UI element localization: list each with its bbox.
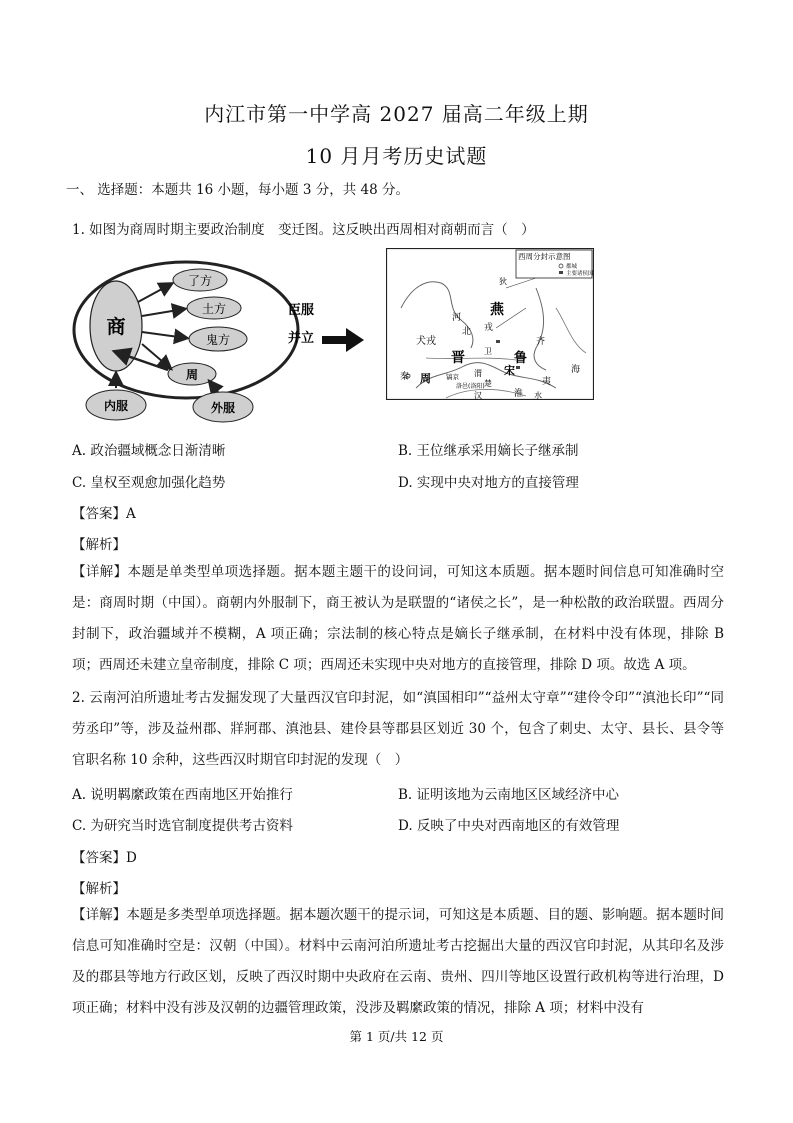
map-label-he: 河 xyxy=(452,313,462,323)
map-label-haojing: 镐京 xyxy=(446,373,459,381)
q1-option-c: C. 皇权至观愈加强化趋势 xyxy=(72,475,226,491)
state-legend-icon xyxy=(559,271,563,274)
state-marker-icon xyxy=(496,340,500,343)
q1-option-b: B. 王位继承采用嫡长子继承制 xyxy=(398,443,579,459)
outer-node-2-label: 土方 xyxy=(201,302,227,316)
map-label-jin: 晋 xyxy=(451,350,465,366)
page-footer: 第 1 页/共 12 页 xyxy=(349,1029,444,1044)
map-title: 西周分封示意图 xyxy=(518,252,571,261)
q1-detail: 【详解】本题是单类型单项选择题。据本题主题干的设问词，可知这本质题。据本题时间信息可知准确时空是：商周时期（中国）。商朝内外服制下，商王被认为是联盟的“诸侯之长”，是一种松散的政治联盟。西周分封制下，政治疆域并不模糊，A 项正确；宗法制的核心特点是嫡长子继承制，在材料中没有体现，排除 B 项；西周还未建立皇帝制度，排除 C 项；西周还未实现中央对地方的直接管理，排除 D 项。故选 A 项。 xyxy=(72,564,724,673)
map-label-yi: 夷 xyxy=(542,377,552,387)
map-label-wei: 卫 xyxy=(484,347,492,356)
outer-service-label: 外服 xyxy=(210,401,236,415)
map-label-qi: 齐 xyxy=(536,337,546,347)
legend-state: 主要诸侯国 xyxy=(566,271,594,277)
change-arrow-icon xyxy=(322,328,364,352)
map-label-wei-river: 渭 xyxy=(474,369,482,378)
exam-title-line2: 10 月月考历史试题 xyxy=(305,144,488,168)
map-label-shui: 水 xyxy=(534,391,542,400)
map-label-bei: 北 xyxy=(462,327,472,337)
q2-option-d: D. 反映了中央对西南地区的有效管理 xyxy=(398,818,620,834)
q1-stem: 1. 如图为商周时期主要政治制度 变迁图。这反映出西周相对商朝而言（ ） xyxy=(72,222,535,238)
map-label-rong: 戎 xyxy=(484,323,494,333)
map-label-lu: 鲁 xyxy=(514,351,528,366)
q2-option-b: B. 证明该地为云南地区区域经济中心 xyxy=(398,787,620,803)
shang-zhou-diagram xyxy=(68,258,368,428)
map-label-song: 宋 xyxy=(504,364,515,377)
map-label-zhou: 周 xyxy=(420,372,431,385)
map-label-han: 汉 xyxy=(474,391,482,400)
map-label-hai: 海 xyxy=(571,365,581,375)
q1-analysis-label: 【解析】 xyxy=(72,537,126,553)
outer-node-1-label: 了方 xyxy=(187,274,213,288)
q2-answer: 【答案】D xyxy=(72,850,137,866)
q1-option-a: A. 政治疆域概念日渐清晰 xyxy=(72,443,226,459)
q2-detail: 【详解】本题是多类型单项选择题。据本题次题干的提示词，可知这是本质题、目的题、影响题。据本题时间信息可知准确时空是：汉朝（中国）。材料中云南河泊所遗址考古挖掘出大量的西汉官印封泥，从其印名及涉及的郡县等地方行政区划，反映了西汉时期中央政府在云南、贵州、四川等地区设置行政机构等进行治理，D 项正确；材料中没有涉及汉朝的边疆管理政策，没涉及羁縻政策的情况，排除 A 项；材料中没有 xyxy=(72,907,724,1016)
map-label-huai: 淮 xyxy=(514,389,524,399)
map-label-chu: 楚 xyxy=(484,379,492,388)
state-marker-icon xyxy=(516,366,520,369)
q2-option-a: A. 说明羁縻政策在西南地区开始推行 xyxy=(72,787,293,803)
map-label-qin: 秦 xyxy=(400,372,410,382)
q2-analysis-label: 【解析】 xyxy=(72,881,126,897)
outer-node-3-label: 鬼方 xyxy=(205,333,231,347)
western-zhou-map xyxy=(386,248,594,400)
map-label-di: 狄 xyxy=(499,277,507,286)
inner-service-label: 内服 xyxy=(103,399,129,413)
shang-label: 商 xyxy=(106,316,126,338)
map-label-luoyi: 洛邑(洛阳) xyxy=(456,383,485,390)
legend-capital: 都城 xyxy=(566,264,578,270)
q1-answer: 【答案】A xyxy=(72,506,136,522)
zhou-label: 周 xyxy=(185,368,199,382)
map-label-yan: 燕 xyxy=(490,302,504,318)
q2-stem: 2. 云南河泊所遗址考古发掘发现了大量西汉官印封泥，如“滇国相印”“益州太守章”“建伶令印”“滇池长印”“同劳丞印”等，涉及益州郡、牂牁郡、滇池县、建伶县等郡县区划近 30 个，包含了刺史、太守、县长、县令等官职名称 10 余种，这些西汉时期官印封泥的发现（ ） xyxy=(72,690,724,768)
map-label-quanrong: 犬戎 xyxy=(416,336,436,347)
section-heading: 一、 选择题：本题共 16 小题，每小题 3 分，共 48 分。 xyxy=(66,182,409,198)
q2-option-c: C. 为研究当时选官制度提供考古资料 xyxy=(72,818,293,834)
exam-title-line1: 内江市第一中学高 2027 届高二年级上期 xyxy=(204,102,589,126)
change-label-1: 臣服 xyxy=(288,303,315,318)
change-label-2: 并立 xyxy=(288,331,315,346)
q1-option-d: D. 实现中央对地方的直接管理 xyxy=(398,475,579,491)
